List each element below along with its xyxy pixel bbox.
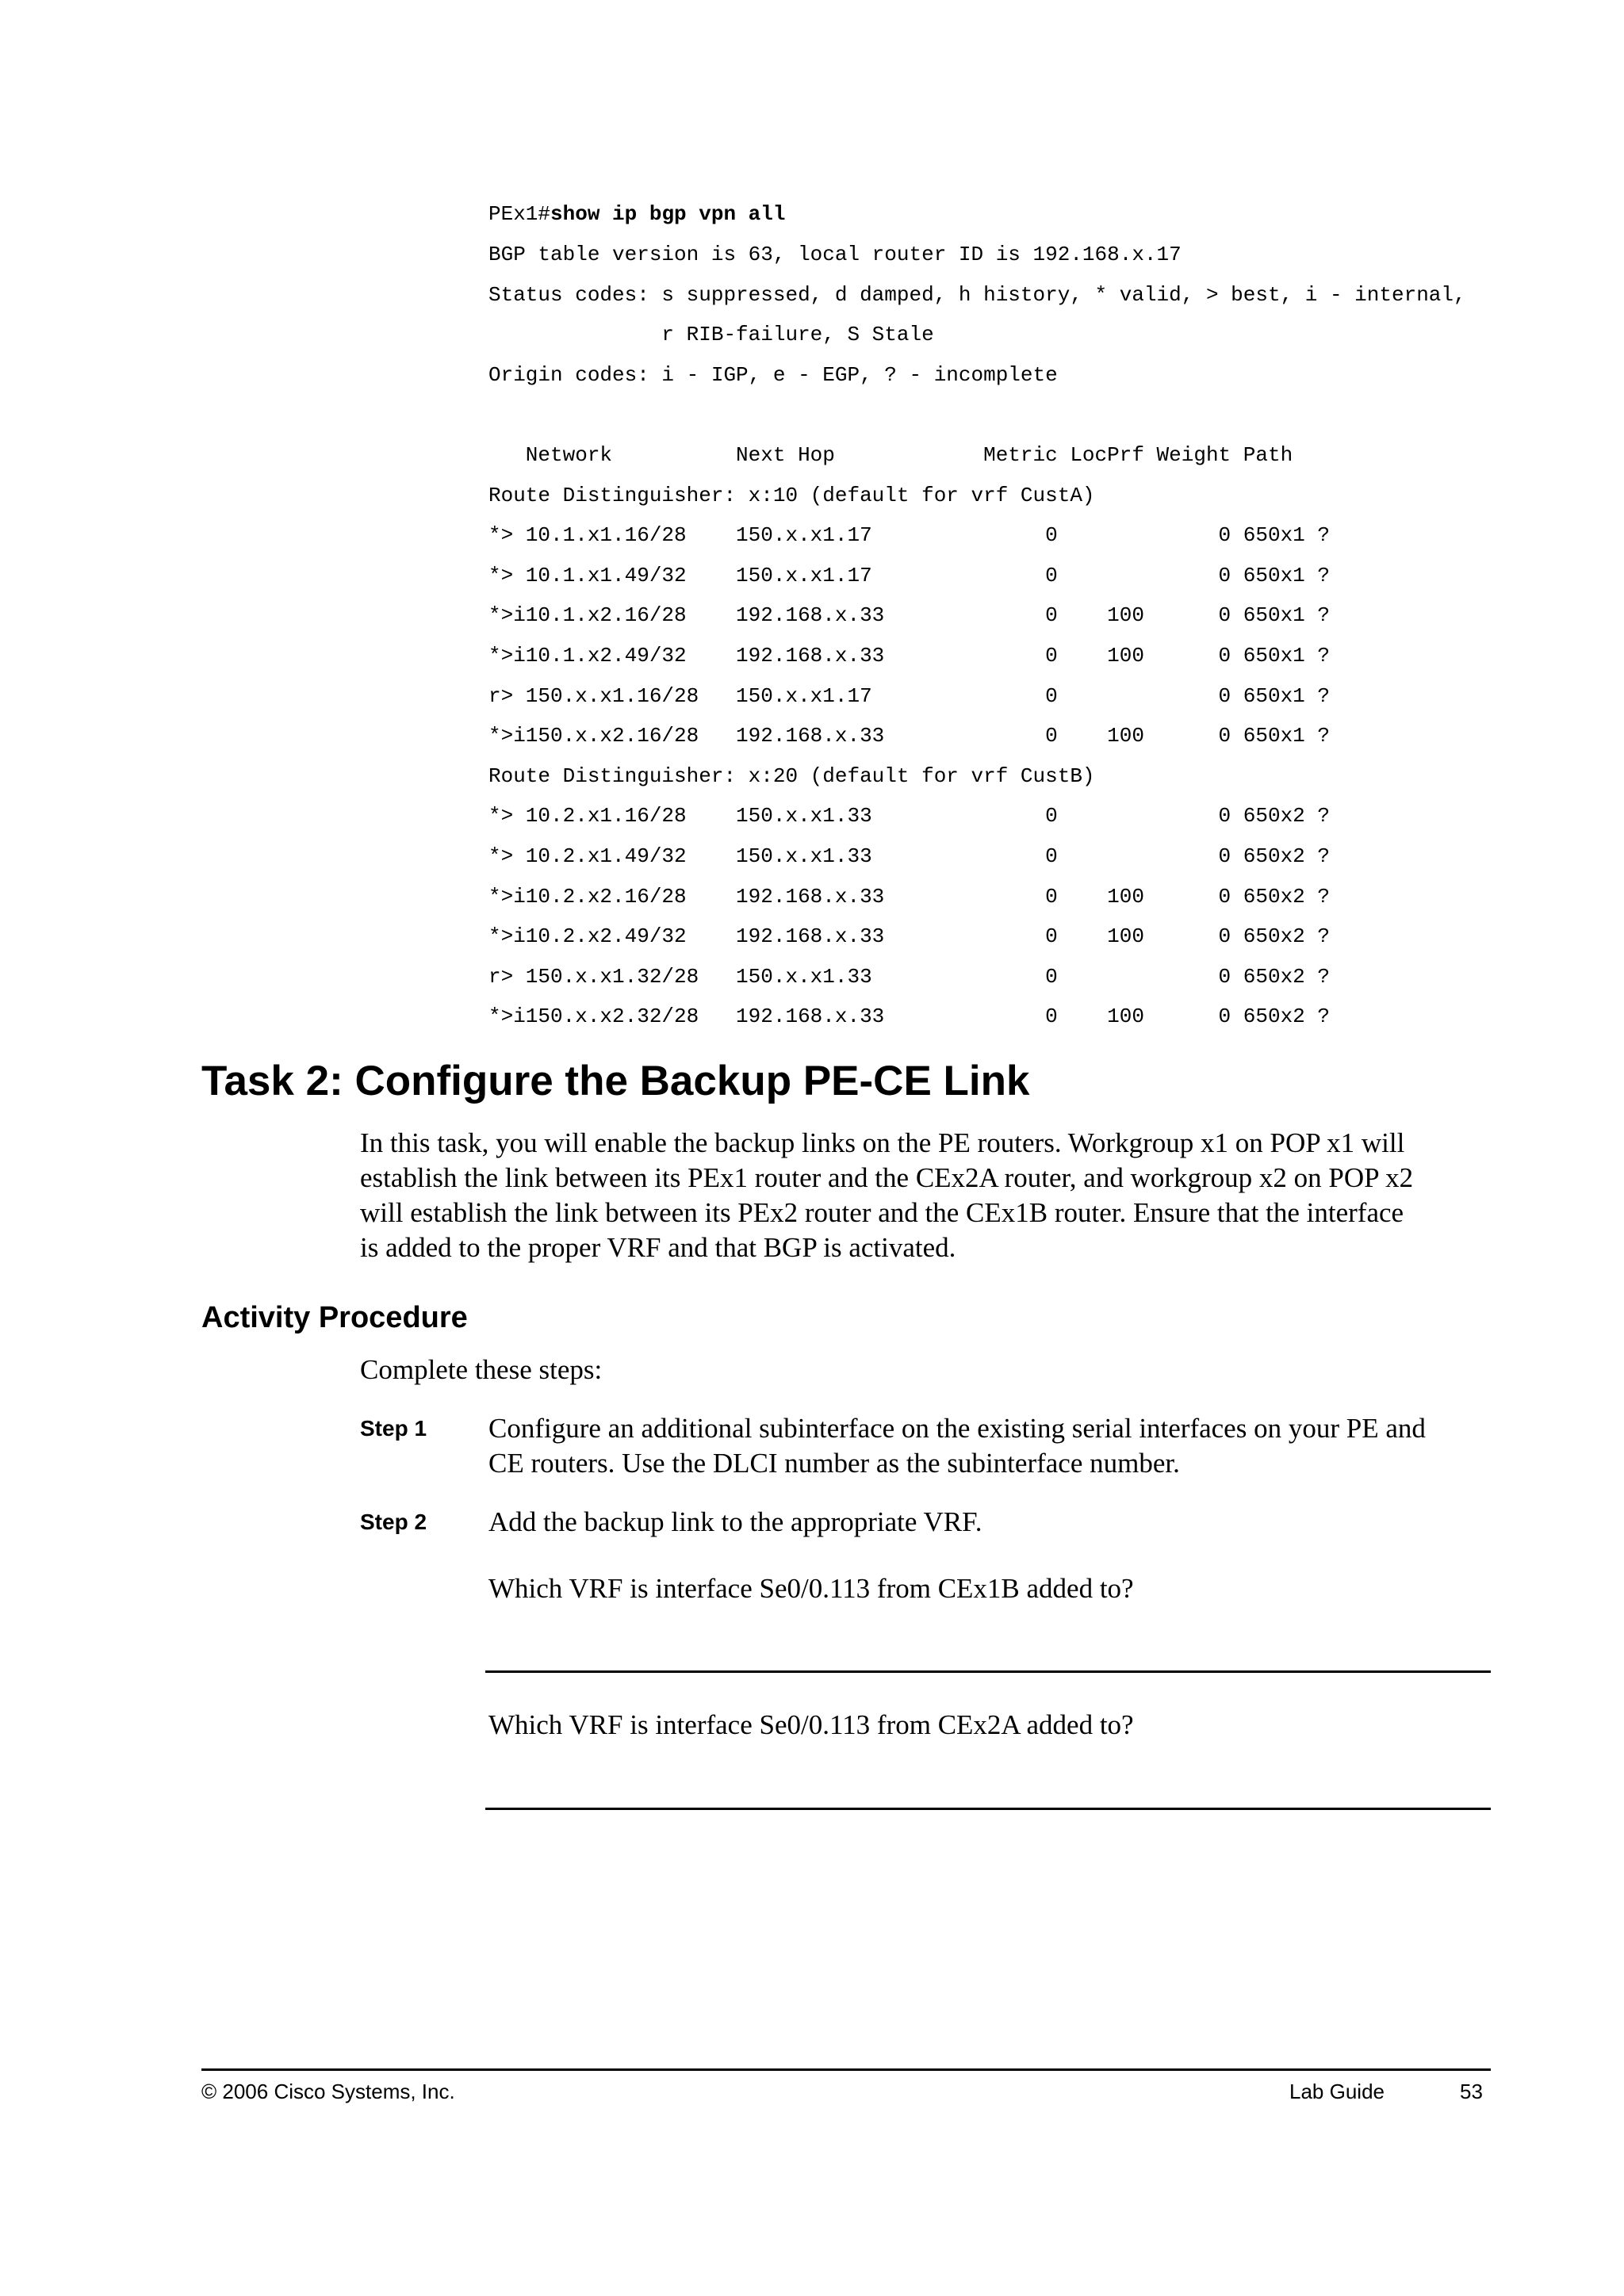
step-2-text: Add the backup link to the appropriate VRF.: [488, 1506, 982, 1537]
cli-output-line: *> 10.1.x1.16/28 150.x.x1.17 0 0 650x1 ?: [488, 523, 1330, 548]
question-1: Which VRF is interface Se0/0.113 from CEx1B added to?: [488, 1573, 1134, 1604]
cli-output-line: *> 10.2.x1.16/28 150.x.x1.33 0 0 650x2 ?: [488, 804, 1330, 828]
cli-output-line: Route Distinguisher: x:10 (default for vrf CustA): [488, 483, 1095, 507]
cli-command: show ip bgp vpn all: [550, 202, 786, 226]
question-2: Which VRF is interface Se0/0.113 from CEx2A added to?: [488, 1709, 1134, 1740]
cli-output-line: Origin codes: i - IGP, e - EGP, ? - incomplete: [488, 362, 1058, 387]
cli-output-line: Network Next Hop Metric LocPrf Weight Path: [488, 443, 1293, 467]
task-intro-line: In this task, you will enable the backup links on the PE routers. Workgroup x1 on POP x1 will: [360, 1127, 1405, 1158]
cli-command-line: [488, 204, 785, 224]
footer-guide-label: Lab Guide: [1289, 2080, 1385, 2103]
cli-output-line: *>i10.1.x2.49/32 192.168.x.33 0 100 0 650x1 ?: [488, 644, 1330, 668]
answer-line-2[interactable]: [485, 1808, 1491, 1810]
cli-output-line: r> 150.x.x1.16/28 150.x.x1.17 0 0 650x1 ?: [488, 683, 1330, 708]
cli-output-line: *>i10.1.x2.16/28 192.168.x.33 0 100 0 650x1 ?: [488, 603, 1330, 628]
cli-output-line: BGP table version is 63, local router ID is 192.168.x.17: [488, 243, 1182, 266]
cli-prompt: PEx1#: [488, 202, 551, 226]
task-intro-line: establish the link between its PEx1 router and the CEx2A router, and workgroup x2 on POP x2: [360, 1162, 1414, 1193]
cli-output-line: *>i150.x.x2.16/28 192.168.x.33 0 100 0 650x1 ?: [488, 724, 1330, 748]
cli-output-line: Status codes: s suppressed, d damped, h history, * valid, > best, i - internal,: [488, 282, 1466, 307]
answer-line-1[interactable]: [485, 1670, 1491, 1673]
cli-output-line: r> 150.x.x1.32/28 150.x.x1.33 0 0 650x2 ?: [488, 964, 1330, 989]
cli-output-line: Route Distinguisher: x:20 (default for vrf CustB): [488, 763, 1095, 788]
task-title: Task 2: Configure the Backup PE-CE Link: [201, 1058, 1030, 1104]
step-1-text: [488, 1411, 1496, 1481]
footer-copyright: © 2006 Cisco Systems, Inc.: [201, 2080, 455, 2103]
step-1-line: Configure an additional subinterface on the existing serial interfaces on your PE and: [488, 1413, 1426, 1444]
step-1-line: CE routers. Use the DLCI number as the subinterface number.: [488, 1448, 1180, 1479]
task-intro-line: is added to the proper VRF and that BGP is activated.: [360, 1232, 956, 1263]
cli-output-line: *>i10.2.x2.49/32 192.168.x.33 0 100 0 650x2 ?: [488, 924, 1330, 949]
cli-output-line: *> 10.2.x1.49/32 150.x.x1.33 0 0 650x2 ?: [488, 844, 1330, 868]
activity-title: Activity Procedure: [201, 1301, 468, 1334]
cli-output-line: *>i150.x.x2.32/28 192.168.x.33 0 100 0 650x2 ?: [488, 1004, 1330, 1029]
task-intro-line: will establish the link between its PEx2 router and the CEx1B router. Ensure that the interface: [360, 1197, 1404, 1228]
step-2-label: Step 2: [360, 1510, 427, 1534]
cli-output-line: *>i10.2.x2.16/28 192.168.x.33 0 100 0 650x2 ?: [488, 884, 1330, 909]
cli-output-line: r RIB-failure, S Stale: [488, 323, 934, 347]
cli-output-line: *> 10.1.x1.49/32 150.x.x1.17 0 0 650x1 ?: [488, 563, 1330, 587]
step-1-label: Step 1: [360, 1416, 427, 1441]
footer-divider: [201, 2068, 1491, 2071]
footer-page-number: 53: [1460, 2080, 1483, 2103]
activity-lead: Complete these steps:: [360, 1354, 603, 1385]
